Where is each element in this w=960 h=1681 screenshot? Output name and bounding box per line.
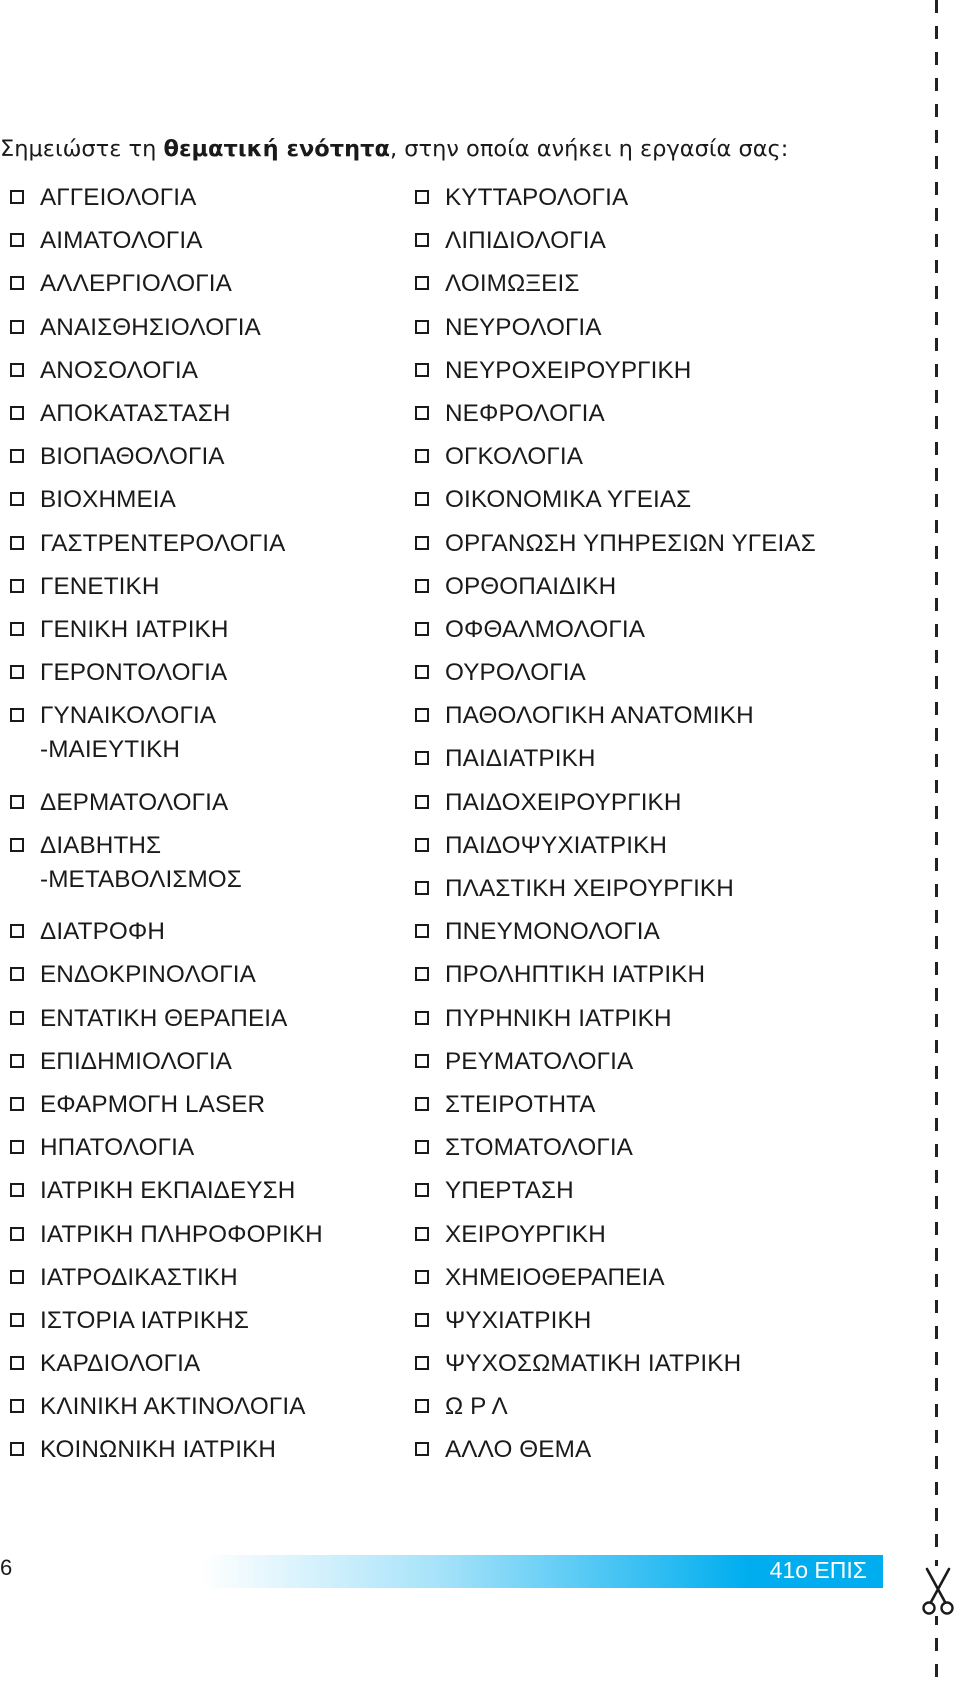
checkbox-icon[interactable] [415, 190, 429, 204]
topic-option[interactable] [415, 656, 895, 690]
topic-label: ΑΛΛΟ ΘΕΜΑ [445, 1436, 592, 1464]
topic-label: ΕΝΤΑΤΙΚΗ ΘΕΡΑΠΕΙΑ [40, 1004, 288, 1032]
topic-option[interactable] [415, 1390, 895, 1424]
topic-option[interactable] [10, 829, 390, 906]
topic-option[interactable] [415, 397, 895, 431]
topic-label: ΟΥΡΟΛΟΓΙΑ [445, 659, 586, 687]
checkbox-icon[interactable] [10, 579, 24, 593]
topic-option[interactable] [415, 1304, 895, 1338]
topic-label: ΚΥΤΤΑΡΟΛΟΓΙΑ [445, 184, 629, 211]
topic-label: ΒΙΟΧΗΜΕΙΑ [40, 486, 176, 514]
instruction-emphasis: θεματική ενότητα [163, 136, 390, 162]
topic-label: ΧΗΜΕΙΟΘΕΡΑΠΕΙΑ [445, 1263, 665, 1291]
topic-option[interactable] [415, 915, 895, 949]
topic-option[interactable] [415, 483, 895, 517]
checkbox-icon[interactable] [415, 924, 429, 938]
topic-label: ΕΝΔΟΚΡΙΝΟΛΟΓΙΑ [40, 961, 256, 989]
checkbox-icon[interactable] [10, 406, 24, 420]
topic-label: ΨΥΧΙΑΤΡΙΚΗ [445, 1306, 592, 1334]
checkbox-icon[interactable] [415, 536, 429, 550]
checkbox-icon[interactable] [10, 708, 24, 722]
topic-label: ΑΝΟΣΟΛΟΓΙΑ [40, 356, 199, 384]
checkbox-icon[interactable] [10, 1054, 24, 1068]
topic-label: ΠΑΙΔΟΨΥΧΙΑΤΡΙΚΗ [445, 831, 668, 859]
topic-option[interactable] [10, 483, 390, 517]
checkbox-icon[interactable] [415, 622, 429, 636]
topic-label: ΡΕΥΜΑΤΟΛΟΓΙΑ [445, 1047, 634, 1075]
checkbox-icon[interactable] [415, 708, 429, 722]
topic-label: ΑΙΜΑΤΟΛΟΓΙΑ [40, 227, 203, 255]
topic-option[interactable] [415, 1088, 895, 1122]
topic-label: ΓΕΡΟΝΤΟΛΟΓΙΑ [40, 659, 228, 687]
checkbox-icon[interactable] [10, 795, 24, 809]
topic-label: ΛΟΙΜΩΞΕΙΣ [445, 270, 580, 298]
topic-label: ΛΙΠΙΔΙΟΛΟΓΙΑ [445, 227, 606, 255]
topic-label: ΚΟΙΝΩΝΙΚΗ ΙΑΤΡΙΚΗ [40, 1436, 277, 1464]
topic-label: ΓΑΣΤΡΕΝΤΕΡΟΛΟΓΙΑ [40, 529, 286, 557]
checkbox-icon[interactable] [10, 449, 24, 463]
topic-option[interactable] [10, 958, 390, 992]
topic-label: ΝΕΥΡΟΧΕΙΡΟΥΡΓΙΚΗ [445, 356, 692, 384]
topic-option[interactable] [10, 354, 390, 388]
checkbox-icon[interactable] [415, 1313, 429, 1327]
topic-option[interactable] [10, 1045, 390, 1079]
checkbox-icon[interactable] [415, 1097, 429, 1111]
topic-option[interactable] [415, 224, 895, 258]
topic-option[interactable] [10, 1347, 390, 1381]
topic-label: ΝΕΦΡΟΛΟΓΙΑ [445, 399, 605, 427]
topic-option[interactable] [10, 786, 390, 820]
topic-option[interactable] [10, 1304, 390, 1338]
checkbox-icon[interactable] [415, 1442, 429, 1456]
checkbox-icon[interactable] [10, 1011, 24, 1025]
checkbox-icon[interactable] [10, 838, 24, 852]
topic-option[interactable] [415, 1433, 895, 1467]
topic-label: ΑΛΛΕΡΓΙΟΛΟΓΙΑ [40, 270, 232, 298]
topic-option[interactable] [415, 570, 895, 604]
checkbox-icon[interactable] [10, 924, 24, 938]
checkbox-icon[interactable] [415, 665, 429, 679]
topic-option[interactable] [10, 613, 390, 647]
checkbox-icon[interactable] [10, 190, 24, 204]
topic-label: ΥΠΕΡΤΑΣΗ [445, 1177, 574, 1205]
checkbox-icon[interactable] [415, 1183, 429, 1197]
topic-option[interactable] [10, 1002, 390, 1036]
topic-option[interactable] [10, 311, 390, 345]
topic-option[interactable] [415, 1218, 895, 1252]
checkbox-icon[interactable] [415, 795, 429, 809]
checkbox-icon[interactable] [415, 492, 429, 506]
checkbox-icon[interactable] [10, 1227, 24, 1241]
topic-option[interactable] [415, 613, 895, 647]
checkbox-icon[interactable] [415, 751, 429, 765]
topic-label: ΕΦΑΡΜΟΓΗ LASER [40, 1090, 266, 1118]
checkbox-icon[interactable] [415, 320, 429, 334]
checkbox-icon[interactable] [10, 1183, 24, 1197]
checkbox-icon[interactable] [10, 1270, 24, 1284]
checkbox-icon[interactable] [415, 1227, 429, 1241]
topic-label: ΑΠΟΚΑΤΑΣΤΑΣΗ [40, 399, 231, 427]
left-topic-column [10, 181, 390, 1477]
checkbox-icon[interactable] [10, 1313, 24, 1327]
footer-band [200, 1555, 883, 1588]
topic-label: ΟΦΘΑΛΜΟΛΟΓΙΑ [445, 615, 646, 643]
topic-label: ΕΠΙΔΗΜΙΟΛΟΓΙΑ [40, 1047, 232, 1075]
checkbox-icon[interactable] [415, 406, 429, 420]
topic-option[interactable] [415, 786, 895, 820]
topic-option[interactable] [10, 656, 390, 690]
topic-label: ΟΓΚΟΛΟΓΙΑ [445, 443, 584, 471]
topic-option[interactable] [10, 1390, 390, 1424]
checkbox-icon[interactable] [10, 233, 24, 247]
checkbox-icon[interactable] [415, 1399, 429, 1413]
checkbox-icon[interactable] [10, 276, 24, 290]
topic-option[interactable] [415, 311, 895, 345]
topic-label: ΝΕΥΡΟΛΟΓΙΑ [445, 313, 602, 341]
checkbox-icon[interactable] [10, 967, 24, 981]
topic-option[interactable] [415, 181, 895, 215]
checkbox-icon[interactable] [415, 967, 429, 981]
checkbox-icon[interactable] [10, 665, 24, 679]
topic-label: ΓΕΝΕΤΙΚΗ [40, 572, 160, 600]
topic-label: ΠΑΙΔΟΧΕΙΡΟΥΡΓΙΚΗ [445, 788, 682, 816]
checkbox-icon[interactable] [415, 1356, 429, 1370]
topic-label: ΠΥΡΗΝΙΚΗ ΙΑΤΡΙΚΗ [445, 1004, 672, 1032]
topic-label: ΔΙΑΤΡΟΦΗ [40, 918, 166, 946]
topic-option[interactable] [415, 958, 895, 992]
topic-label: ΗΠΑΤΟΛΟΓΙΑ [40, 1134, 195, 1162]
topic-label: ΠΑΘΟΛΟΓΙΚΗ ΑΝΑΤΟΜΙΚΗ [445, 702, 754, 730]
topic-option[interactable] [415, 699, 895, 733]
topic-label: Ω Ρ Λ [445, 1393, 508, 1421]
topic-option[interactable] [415, 1045, 895, 1079]
topic-label: ΠΡΟΛΗΠΤΙΚΗ ΙΑΤΡΙΚΗ [445, 961, 706, 989]
topic-label: ΠΑΙΔΙΑΤΡΙΚΗ [445, 745, 596, 773]
topic-option[interactable] [415, 1174, 895, 1208]
topic-option[interactable] [10, 397, 390, 431]
topic-label-continuation: -ΜΑΙΕΥΤΙΚΗ [40, 736, 181, 764]
topic-label: ΠΝΕΥΜΟΝΟΛΟΓΙΑ [445, 918, 660, 946]
checkbox-icon[interactable] [415, 233, 429, 247]
topic-option[interactable] [10, 570, 390, 604]
topic-label: ΠΛΑΣΤΙΚΗ ΧΕΙΡΟΥΡΓΙΚΗ [445, 875, 734, 902]
topic-label: ΔΕΡΜΑΤΟΛΟΓΙΑ [40, 788, 229, 816]
topic-label: ΟΡΓΑΝΩΣΗ ΥΠΗΡΕΣΙΩΝ ΥΓΕΙΑΣ [445, 529, 816, 557]
topic-option[interactable] [10, 267, 390, 301]
checkbox-icon[interactable] [10, 1442, 24, 1456]
checkbox-icon[interactable] [10, 536, 24, 550]
topic-option[interactable] [415, 1131, 895, 1165]
topic-option[interactable] [415, 1261, 895, 1295]
checkbox-icon[interactable] [415, 1140, 429, 1154]
topic-label: ΔΙΑΒΗΤΗΣ [40, 831, 162, 859]
instruction-text: Σημειώστε τη θεματική ενότητα, στην οποία ανήκει η εργασία σας: [0, 136, 789, 162]
topic-label: ΨΥΧΟΣΩΜΑΤΙΚΗ ΙΑΤΡΙΚΗ [445, 1350, 742, 1378]
topic-label: ΧΕΙΡΟΥΡΓΙΚΗ [445, 1220, 606, 1248]
topic-option[interactable] [10, 1088, 390, 1122]
topic-label: ΚΛΙΝΙΚΗ ΑΚΤΙΝΟΛΟΓΙΑ [40, 1393, 306, 1421]
checkbox-icon[interactable] [10, 1399, 24, 1413]
topic-label: ΑΝΑΙΣΘΗΣΙΟΛΟΓΙΑ [40, 313, 261, 341]
topic-option[interactable] [10, 699, 390, 776]
topic-label: ΟΙΚΟΝΟΜΙΚΑ ΥΓΕΙΑΣ [445, 486, 692, 514]
page-number: 6 [0, 1555, 13, 1580]
checkbox-icon[interactable] [10, 622, 24, 636]
topic-label: ΣΤΕΙΡΟΤΗΤΑ [445, 1090, 596, 1118]
checkbox-icon[interactable] [10, 1356, 24, 1370]
topic-label: ΙΑΤΡΟΔΙΚΑΣΤΙΚΗ [40, 1263, 238, 1291]
topic-label: ΙΑΤΡΙΚΗ ΠΛΗΡΟΦΟΡΙΚΗ [40, 1220, 323, 1248]
topic-option[interactable] [415, 872, 895, 906]
topic-label: ΑΓΓΕΙΟΛΟΓΙΑ [40, 184, 197, 211]
checkbox-icon[interactable] [10, 363, 24, 377]
topic-option[interactable] [10, 1218, 390, 1252]
checkbox-icon[interactable] [415, 1011, 429, 1025]
topic-option[interactable] [415, 527, 895, 561]
checkbox-icon[interactable] [10, 1140, 24, 1154]
checkbox-icon[interactable] [415, 1270, 429, 1284]
topic-option[interactable] [415, 1002, 895, 1036]
topic-label: ΓΥΝΑΙΚΟΛΟΓΙΑ [40, 702, 217, 730]
topic-label: ΙΑΤΡΙΚΗ ΕΚΠΑΙΔΕΥΣΗ [40, 1177, 296, 1205]
right-topic-column [415, 181, 895, 1477]
checkbox-icon[interactable] [10, 1097, 24, 1111]
topic-label: ΙΣΤΟΡΙΑ ΙΑΤΡΙΚΗΣ [40, 1306, 249, 1334]
checkbox-icon[interactable] [415, 1054, 429, 1068]
topic-option[interactable] [10, 527, 390, 561]
topic-label: ΣΤΟΜΑΤΟΛΟΓΙΑ [445, 1134, 633, 1162]
topic-option[interactable] [415, 829, 895, 863]
checkbox-icon[interactable] [415, 838, 429, 852]
topic-option[interactable] [10, 1433, 390, 1467]
checkbox-icon[interactable] [415, 579, 429, 593]
topic-option[interactable] [10, 1131, 390, 1165]
topic-option[interactable] [415, 440, 895, 474]
topic-label: ΚΑΡΔΙΟΛΟΓΙΑ [40, 1350, 201, 1378]
scissors-icon [921, 1566, 955, 1616]
topic-option[interactable] [415, 354, 895, 388]
topic-label: ΒΙΟΠΑΘΟΛΟΓΙΑ [40, 443, 225, 471]
topic-option[interactable] [10, 181, 390, 215]
topic-option[interactable] [415, 267, 895, 301]
topic-option[interactable] [10, 224, 390, 258]
topic-label: ΟΡΘΟΠΑΙΔΙΚΗ [445, 572, 617, 600]
topic-option[interactable] [415, 1347, 895, 1381]
checkbox-icon[interactable] [415, 881, 429, 895]
topic-option[interactable] [10, 440, 390, 474]
cut-line [935, 0, 938, 1681]
event-label: 41ο ΕΠΙΣ [769, 1557, 867, 1583]
checkbox-icon[interactable] [10, 320, 24, 334]
checkbox-icon[interactable] [415, 276, 429, 290]
checkbox-icon[interactable] [10, 492, 24, 506]
checkbox-icon[interactable] [415, 363, 429, 377]
checkbox-icon[interactable] [415, 449, 429, 463]
topic-option[interactable] [10, 1174, 390, 1208]
topic-option[interactable] [10, 915, 390, 949]
topic-option[interactable] [415, 742, 895, 776]
topic-label-continuation: -ΜΕΤΑΒΟΛΙΣΜΟΣ [40, 865, 242, 893]
topic-option[interactable] [10, 1261, 390, 1295]
topic-label: ΓΕΝΙΚΗ ΙΑΤΡΙΚΗ [40, 615, 229, 643]
